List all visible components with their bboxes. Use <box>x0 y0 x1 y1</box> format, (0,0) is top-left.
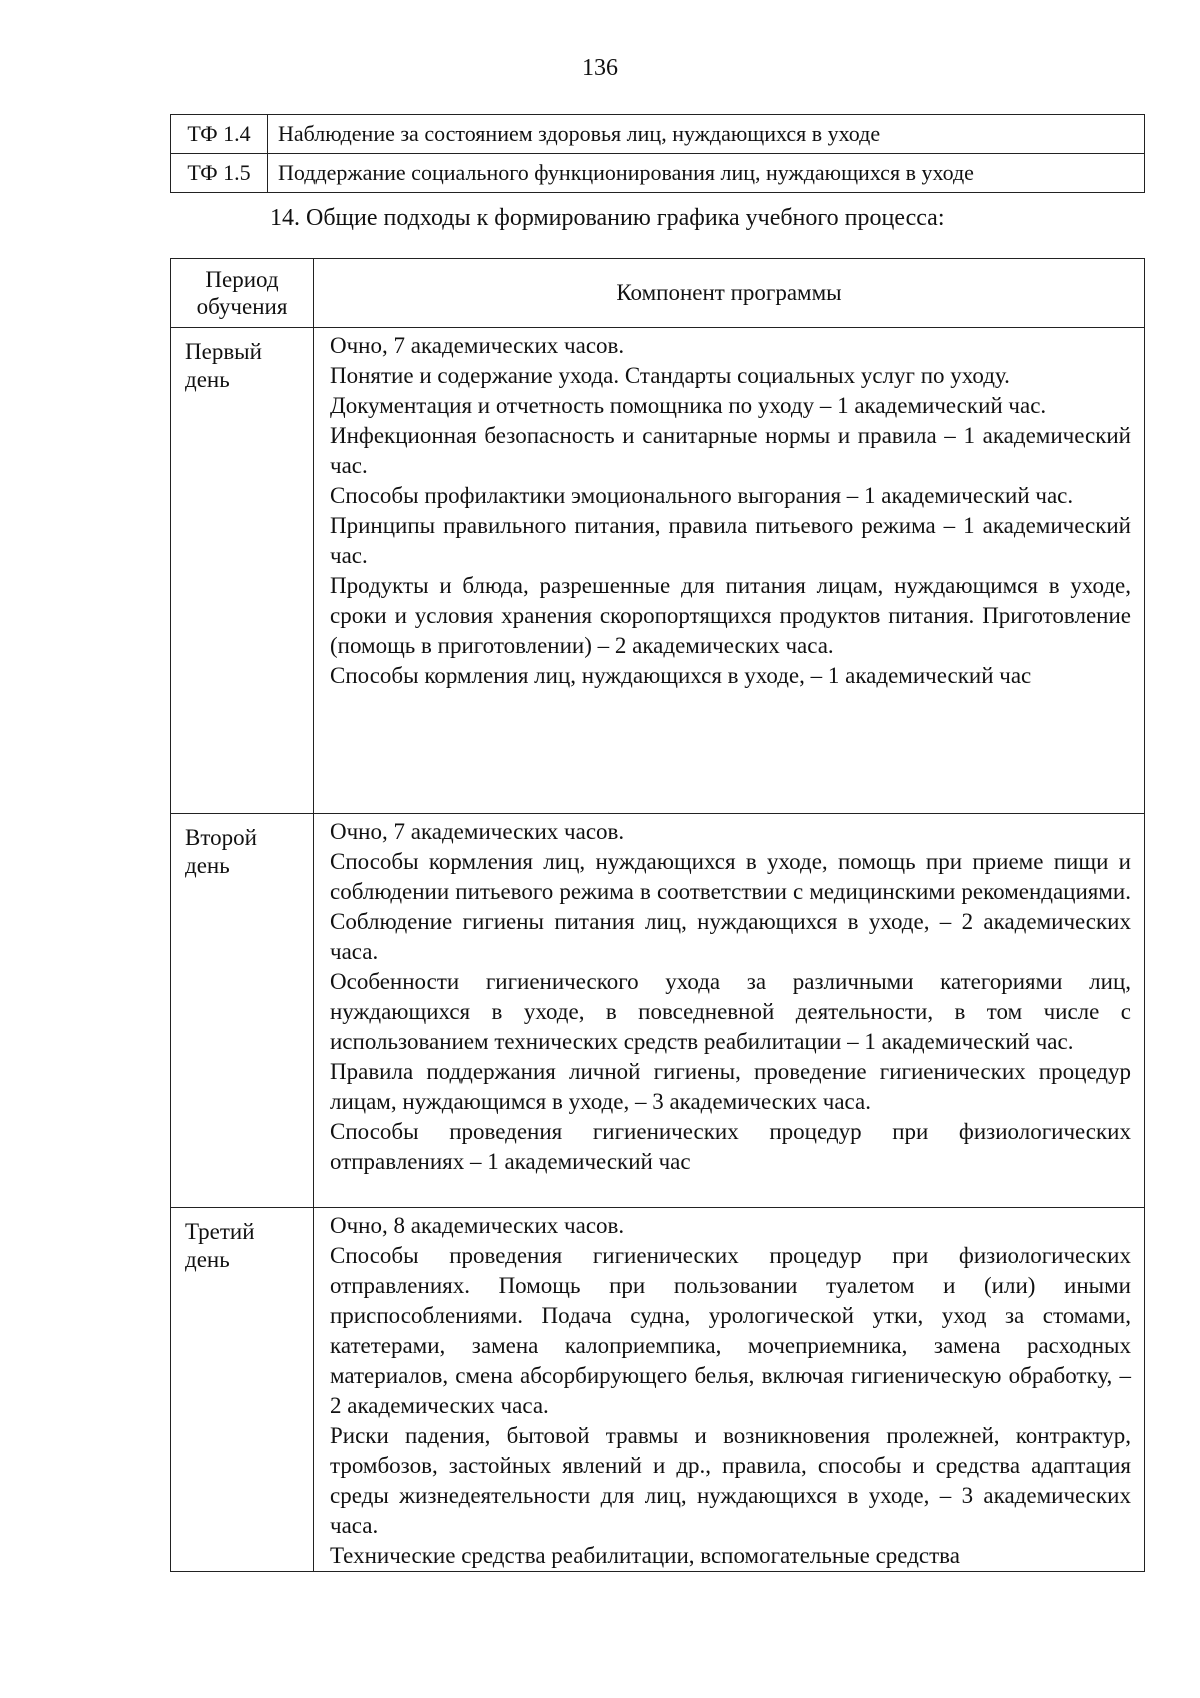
tf-code: ТФ 1.5 <box>171 154 268 193</box>
table-row <box>171 814 1145 1208</box>
component-paragraph: Способы проведения гигиенических процедур при физиологических отправлениях. Помощь при пользовании туалетом и (или) иными приспособлениями. Подача судна, урологической утки, уход за стомами, катетерами, замена калоприемпика, мочеприемника, замена расходных материалов, смена абсорбирующего белья, включая гигиеническую обработку, – 2 академических часа. <box>330 1243 1131 1418</box>
component-cell <box>314 1208 1145 1572</box>
component-paragraph: Очно, 8 академических часов. <box>330 1213 625 1238</box>
tf-description: Наблюдение за состоянием здоровья лиц, нуждающихся в уходе <box>268 115 1145 154</box>
section-heading: 14. Общие подходы к формированию графика учебного процесса: <box>270 205 945 231</box>
table-header-row <box>171 259 1145 328</box>
component-paragraph: Способы кормления лиц, нуждающихся в уходе, помощь при приеме пищи и соблюдении питьевого режима в соответствии с медицинскими рекомендациями. Соблюдение гигиены питания лиц, нуждающихся в уходе, – 2 академических часа. <box>330 849 1131 964</box>
tf-code: ТФ 1.4 <box>171 115 268 154</box>
component-paragraph: Продукты и блюда, разрешенные для питания лицам, нуждающимся в уходе, сроки и условия хранения скоропортящихся продуктов питания. Приготовление (помощь в приготовлении) – 2 академических часа. <box>330 573 1131 658</box>
component-paragraph: Особенности гигиенического ухода за различными категориями лиц, нуждающихся в уходе, в повседневной деятельности, в том числе с использованием технических средств реабилитации – 1 академический час. <box>330 969 1131 1054</box>
table-row <box>171 115 1145 154</box>
component-paragraph: Принципы правильного питания, правила питьевого режима – 1 академический час. <box>330 513 1131 568</box>
component-paragraph: Риски падения, бытовой травмы и возникновения пролежней, контрактур, тромбозов, застойных явлений и др., правила, способы и средства адаптация среды жизнедеятельности для лиц, нуждающихся в уходе, – 3 академических часа. <box>330 1423 1131 1538</box>
component-paragraph: Способы кормления лиц, нуждающихся в уходе, – 1 академический час <box>330 663 1032 688</box>
page-number: 136 <box>582 55 618 81</box>
component-cell <box>314 328 1145 814</box>
schedule-table <box>170 258 1145 1572</box>
component-paragraph: Способы профилактики эмоционального выгорания – 1 академический час. <box>330 483 1074 508</box>
period-cell: Первый день <box>171 328 314 814</box>
component-paragraph: Технические средства реабилитации, вспомогательные средства <box>330 1543 960 1568</box>
header-component: Компонент программы <box>314 259 1145 328</box>
component-paragraph: Инфекционная безопасность и санитарные нормы и правила – 1 академический час. <box>330 423 1131 478</box>
tf-description: Поддержание социального функционирования лиц, нуждающихся в уходе <box>268 154 1145 193</box>
component-paragraph: Способы проведения гигиенических процедур при физиологических отправлениях – 1 академический час <box>330 1119 1131 1174</box>
component-paragraph: Документация и отчетность помощника по уходу – 1 академический час. <box>330 393 1047 418</box>
component-paragraph: Очно, 7 академических часов. <box>330 819 625 844</box>
table-row <box>171 328 1145 814</box>
labor-functions-table <box>170 114 1145 193</box>
table-row <box>171 1208 1145 1572</box>
table-row <box>171 154 1145 193</box>
header-period: Период обучения <box>171 259 314 328</box>
period-cell: Третий день <box>171 1208 314 1572</box>
component-cell <box>314 814 1145 1208</box>
period-cell: Второй день <box>171 814 314 1208</box>
component-paragraph: Очно, 7 академических часов. <box>330 333 625 358</box>
component-paragraph: Правила поддержания личной гигиены, проведение гигиенических процедур лицам, нуждающимся в уходе, – 3 академических часа. <box>330 1059 1131 1114</box>
component-paragraph: Понятие и содержание ухода. Стандарты социальных услуг по уходу. <box>330 363 1010 388</box>
